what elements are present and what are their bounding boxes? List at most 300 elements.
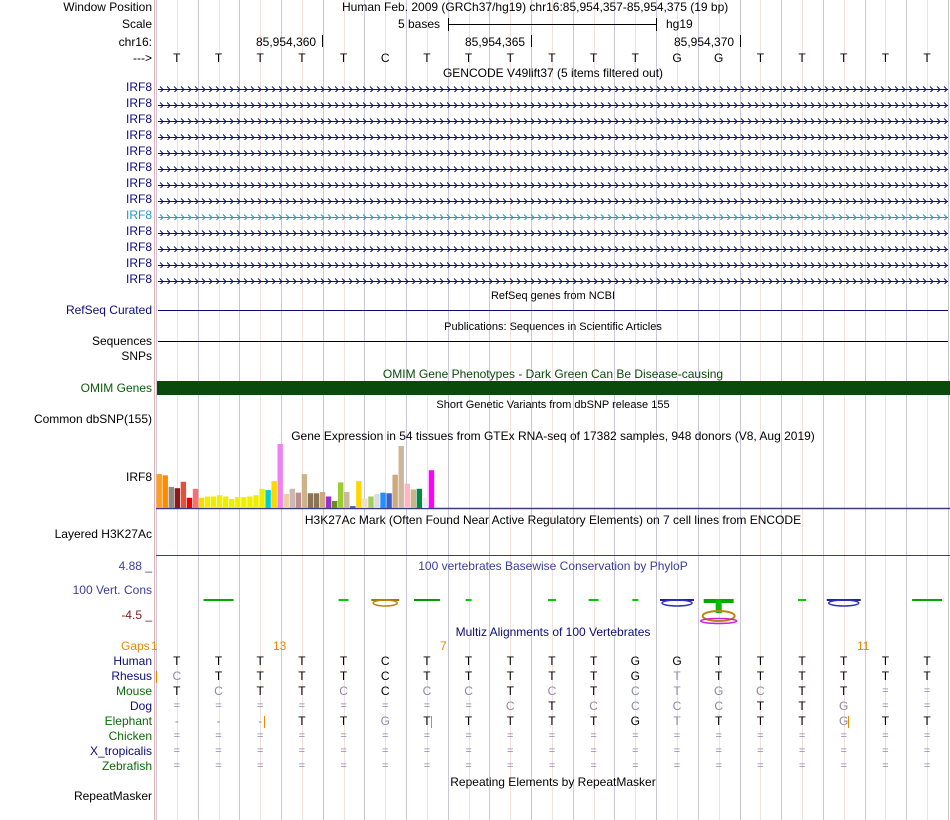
phylop-score-mark [589,599,599,601]
alignment-base: T [881,669,890,683]
alignment-base: T [881,714,890,728]
window-position-label: Window Position [63,0,152,14]
alignment-base: T [423,654,431,668]
gtex-tissue-bar [411,489,416,508]
alignment-base: = [840,745,847,757]
reference-base: T [548,51,556,65]
alignment-base: = [590,730,597,742]
reference-base: T [256,51,264,65]
scale-bar-left-tick [448,18,449,31]
phylop-score-mark [912,599,942,601]
species-label[interactable]: Rhesus [111,669,152,683]
gtex-tissue-bar [296,493,301,508]
phylop-score-mark [414,599,440,601]
alignment-base: = [715,745,722,757]
scale-value: 5 bases [398,17,441,31]
gtex-tissue-bar [181,482,186,508]
gtex-tissue-bar [271,481,276,508]
alignment-base: = [256,730,264,742]
gtex-tissue-bar [344,492,349,508]
alignment-base: = [465,760,472,772]
alignment-base: = [423,730,431,742]
reference-base: T [464,51,473,65]
alignment-base: = [798,730,806,742]
chrom-label: chr16: [118,35,152,49]
alignment-base: T [423,669,431,683]
alignment-base: = [465,700,472,712]
alignment-base: - [258,714,263,728]
snps-track-label[interactable]: SNPs [121,349,152,363]
reference-base: C [380,51,390,65]
alignment-base: C [630,699,640,713]
publications-line[interactable] [158,341,948,342]
gtex-tissue-bar [284,494,289,508]
gtex-tissue-bar [374,494,379,508]
alignment-base: = [548,730,556,742]
alignment-base: G [630,669,640,683]
alignment-base: = [840,760,847,772]
alignment-base: T [506,684,514,698]
gtex-track-title[interactable]: Gene Expression in 54 tissues from GTEx RNA-seq of 17382 samples, 948 donors (V8, Aug 2019) [291,429,815,443]
alignment-base: = [882,745,889,757]
insertion-marker [431,716,432,728]
ruler-tick-mark [740,35,741,47]
gtex-tissue-bar [241,497,246,508]
refseq-track-title[interactable]: RefSeq genes from NCBI [490,290,616,302]
gencode-transcript-line[interactable] [158,243,948,252]
alignment-base: = [757,730,764,742]
alignment-base: G [839,699,849,713]
alignment-base: T [506,669,514,683]
alignment-base: T [673,684,681,698]
alignment-base: T [673,714,681,728]
multiz-gap-label: 7 [440,639,447,653]
phylop-max-label: 4.88 _ [118,559,152,573]
alignment-base: = [673,760,681,772]
alignment-base: T [214,654,223,668]
alignment-base: G [630,654,640,668]
gtex-tissue-bar [417,489,422,508]
alignment-base: T [798,714,806,728]
alignment-base: = [632,745,639,757]
reference-base: G [672,51,682,65]
gtex-tissue-bar [187,498,192,508]
alignment-base: C [505,699,515,713]
repeatmasker-track-label[interactable]: RepeatMasker [73,789,152,803]
alignment-base: = [632,730,639,742]
alignment-base: = [882,700,889,712]
reference-base: T [840,51,848,65]
gtex-tissue-bar [211,496,216,508]
gencode-gene-label[interactable]: IRF8 [125,192,152,206]
phylop-score-mark [548,599,556,601]
alignment-base: = [923,745,931,757]
gtex-tissue-bar [259,489,264,508]
alignment-base: = [757,745,764,757]
alignment-base: T [798,684,806,698]
gencode-gene-label[interactable]: IRF8 [125,96,152,110]
gtex-tissue-bar [392,475,397,508]
alignment-base: = [173,730,181,742]
gtex-tissue-bar [278,444,283,508]
alignment-base: T [589,654,598,668]
reference-base: T [589,51,598,65]
gencode-gene-label[interactable]: IRF8 [125,224,152,238]
alignment-base: C [589,699,598,713]
reference-base: G [714,51,724,65]
reference-base: T [923,51,931,65]
omim-track-title[interactable]: OMIM Gene Phenotypes - Dark Green Can Be Disease-causing [382,367,724,381]
dbsnp-track-label[interactable]: Common dbSNP(155) [33,412,152,426]
gencode-transcript-line[interactable] [158,259,948,268]
gtex-tissue-bar [290,489,295,508]
alignment-base: = [298,700,306,712]
window-position-value: Human Feb. 2009 (GRCh37/hg19) chr16:85,954,357-85,954,375 (19 bp) [342,0,729,14]
alignment-base: C [756,684,765,698]
alignment-base: T [548,699,556,713]
gtex-tissue-bar [314,493,319,508]
alignment-base: T [715,669,723,683]
species-label[interactable]: Human [113,654,152,668]
alignment-base: = [382,700,389,712]
strand-label: ---> [133,51,152,65]
alignment-base: T [756,714,765,728]
phylop-track-title[interactable]: 100 vertebrates Basewise Conservation by PhyloP [418,559,688,573]
alignment-base: T [298,684,306,698]
gtex-tissue-bar [247,496,252,508]
gtex-tissue-bar [405,484,410,508]
insertion-marker [264,716,265,728]
alignment-base: = [423,760,431,772]
h3k27ac-track-title[interactable]: H3K27Ac Mark (Often Found Near Active Regulatory Elements) on 7 cell lines from ENCODE [304,513,802,527]
alignment-base: = [340,745,347,757]
multiz-gap-label: 1 [151,639,158,653]
alignment-base: T [298,654,306,668]
alignment-base: T [464,654,473,668]
gtex-tissue-bar [265,490,270,508]
gtex-expression-chart[interactable] [156,442,950,510]
gtex-tissue-bar [193,489,198,508]
gencode-gene-label[interactable]: IRF8 [125,240,152,254]
reference-base: T [631,51,639,65]
gencode-gene-label[interactable]: IRF8 [125,256,152,270]
alignment-base: - [174,714,179,728]
alignment-base: = [882,760,889,772]
gencode-gene-label[interactable]: IRF8 [125,176,152,190]
gtex-tissue-bar [332,501,337,508]
alignment-base: = [798,760,806,772]
publications-track-label[interactable]: Sequences [91,334,152,348]
alignment-base: T [798,669,806,683]
alignment-base: T [256,669,264,683]
scale-assembly: hg19 [666,17,693,31]
alignment-base: = [882,730,889,742]
alignment-base: C [464,684,473,698]
alignment-base: C [422,684,432,698]
gtex-tissue-bar [302,474,307,508]
gencode-transcript-line[interactable] [158,195,948,204]
species-label[interactable]: Chicken [108,729,152,743]
dbsnp-track-title[interactable]: Short Genetic Variants from dbSNP release 155 [436,399,670,411]
alignment-base: = [173,760,181,772]
alignment-base: T [715,714,723,728]
alignment-base: T [339,669,348,683]
reference-base: T [339,51,348,65]
alignment-base: T [756,654,765,668]
gtex-tissue-bar [217,495,222,508]
alignment-base: C [339,684,348,698]
gencode-transcript-line[interactable] [158,227,948,236]
reference-base: T [881,51,890,65]
gtex-tissue-bar [380,493,385,508]
alignment-base: = [840,730,847,742]
gtex-tissue-bar [308,493,313,508]
reference-base: T [298,51,306,65]
reference-base: T [173,51,181,65]
alignment-base: = [423,700,431,712]
alignment-base: G [714,684,724,698]
alignment-base: = [923,700,931,712]
alignment-base: = [298,760,306,772]
gencode-gene-label[interactable]: IRF8 [125,144,152,158]
alignment-base: T [756,699,765,713]
alignment-base: = [632,760,639,772]
gtex-tissue-bar [169,487,174,508]
gtex-tissue-bar [205,496,210,508]
multiz-gap-label: 11 [857,639,870,653]
alignment-base: = [923,760,931,772]
reference-base: T [756,51,765,65]
alignment-base: T [464,669,473,683]
ruler-tick-label: 85,954,365 [465,35,526,49]
alignment-base: T [423,714,431,728]
gtex-tissue-bar [338,482,343,508]
alignment-base: T [923,669,931,683]
alignment-base: T [673,669,681,683]
species-label[interactable]: X_tropicalis [89,744,152,758]
alignment-base: C [380,654,390,668]
phylop-conservation-chart[interactable] [156,590,950,626]
gencode-transcript-line[interactable] [158,179,948,188]
alignment-base: C [172,669,182,683]
alignment-base: G [672,654,682,668]
alignment-base: = [215,730,222,742]
alignment-base: T [256,654,264,668]
reference-base: T [506,51,514,65]
alignment-base: T [256,684,264,698]
reference-base: T [798,51,806,65]
alignment-base: G [839,714,849,728]
h3k27ac-track-label[interactable]: Layered H3K27Ac [54,527,152,541]
gencode-gene-label[interactable]: IRF8 [125,128,152,142]
alignment-base: = [382,730,389,742]
alignment-base: T [464,714,473,728]
alignment-base: = [173,745,181,757]
alignment-base: T [715,654,723,668]
gtex-tissue-bar [199,498,204,508]
alignment-base: C [380,669,390,683]
gtex-tissue-bar [368,496,373,508]
ruler-tick-mark [322,35,323,47]
gtex-tissue-bar [350,506,355,508]
alignment-base: T [298,714,306,728]
insertion-marker [848,716,849,728]
gencode-transcript-line[interactable] [158,99,948,108]
scale-label: Scale [121,17,152,31]
alignment-base: T [506,714,514,728]
alignment-base: = [757,760,764,772]
gtex-tissue-bar [326,496,331,508]
alignment-base: T [339,714,348,728]
alignment-base: = [298,745,306,757]
publications-track-title[interactable]: Publications: Sequences in Scientific Articles [444,321,662,333]
gtex-tissue-bar [356,481,361,508]
gtex-tissue-bar [362,498,367,508]
alignment-base: = [256,760,264,772]
alignment-base: = [673,745,681,757]
alignment-base: T [840,654,848,668]
gencode-transcript-line[interactable] [158,115,948,124]
alignment-base: = [673,730,681,742]
phylop-score-mark [466,599,472,601]
alignment-base: = [382,760,389,772]
alignment-base: = [340,760,347,772]
alignment-base: T [173,684,181,698]
alignment-base: T [548,654,556,668]
alignment-base: = [215,700,222,712]
alignment-base: = [923,685,931,697]
gencode-gene-label[interactable]: IRF8 [125,160,152,174]
gtex-tissue-bar [223,496,228,508]
alignment-base: = [715,730,722,742]
scale-bar-right-tick [656,18,657,31]
alignment-base: = [340,730,347,742]
alignment-base: T [298,669,306,683]
alignment-base: C [630,684,640,698]
alignment-base: T [506,654,514,668]
phylop-score-mark [798,599,806,601]
reference-base: T [214,51,223,65]
alignment-base: = [298,730,306,742]
alignment-base: = [173,700,181,712]
multiz-gap-label: 13 [273,639,287,653]
alignment-base: = [465,730,472,742]
multiz-track-title[interactable]: Multiz Alignments of 100 Vertebrates [455,625,651,639]
species-label[interactable]: Elephant [104,714,152,728]
alignment-base: T [548,714,556,728]
alignment-base: T [923,654,931,668]
alignment-base: C [672,699,682,713]
alignment-base: T [548,669,556,683]
gencode-gene-label[interactable]: IRF8 [125,272,152,286]
alignment-base: = [465,745,472,757]
alignment-base: = [256,745,264,757]
multiz-gap-label: Gaps [121,639,150,653]
species-label[interactable]: Mouse [115,684,152,698]
alignment-base: = [507,730,514,742]
alignment-base: T [756,669,765,683]
alignment-base: T [589,714,598,728]
alignment-base: = [340,700,347,712]
alignment-base: T [840,669,848,683]
gtex-track-label[interactable]: IRF8 [125,470,152,484]
phylop-score-mark [339,599,349,601]
gencode-gene-label[interactable]: IRF8 [125,208,152,222]
alignment-base: C [714,699,723,713]
refseq-gene-line[interactable] [158,310,948,311]
alignment-base: G [380,714,390,728]
alignment-base: T [589,684,598,698]
alignment-base: = [423,745,431,757]
species-label[interactable]: Zebrafish [101,759,152,773]
gencode-transcript-line[interactable] [158,83,948,92]
alignment-base: = [256,700,264,712]
alignment-base: = [590,745,597,757]
gtex-tissue-bar [235,497,240,508]
alignment-base: = [507,745,514,757]
gtex-tissue-bar [175,488,180,508]
gtex-tissue-bar [253,495,258,508]
ruler-tick-label: 85,954,360 [256,35,317,49]
phylop-score-mark [204,599,234,601]
alignment-base: = [507,760,514,772]
ruler-tick-mark [531,35,532,47]
alignment-base: C [380,684,390,698]
alignment-base: C [547,684,557,698]
gencode-gene-label[interactable]: IRF8 [125,80,152,94]
scale-bar [448,24,656,25]
gtex-tissue-bar [163,475,168,508]
alignment-base: T [923,714,931,728]
alignment-base: = [923,730,931,742]
refseq-track-label[interactable]: RefSeq Curated [65,303,152,317]
gencode-transcript-line[interactable] [158,163,948,172]
gencode-transcript-line[interactable] [158,147,948,156]
gencode-gene-label[interactable]: IRF8 [125,112,152,126]
alignment-base: = [215,745,222,757]
omim-track-label[interactable]: OMIM Genes [80,381,152,395]
gencode-track-title[interactable]: GENCODE V49lift37 (5 items filtered out) [442,66,664,80]
phylop-min-label: -4.5 _ [121,608,152,622]
gtex-tissue-bar [386,493,391,508]
gencode-transcript-line[interactable] [158,131,948,140]
gtex-tissue-bar [157,474,162,508]
gencode-transcript-line[interactable] [158,275,948,284]
alignment-base: = [215,760,222,772]
alignment-base: = [882,685,889,697]
gtex-tissue-bar [399,446,404,508]
ruler-tick-label: 85,954,370 [674,35,735,49]
phylop-track-label[interactable]: 100 Vert. Cons [72,583,152,597]
alignment-base: T [881,654,890,668]
alignment-base: - [216,714,221,728]
alignment-base: T [840,684,848,698]
alignment-base: T [173,654,181,668]
gtex-tissue-bar [320,492,325,508]
gtex-tissue-bar [423,498,428,508]
omim-gene-bar[interactable] [157,381,950,395]
species-label[interactable]: Dog [129,699,152,713]
alignment-base: = [548,760,556,772]
alignment-base: = [382,745,389,757]
gencode-transcript-line[interactable] [158,211,948,220]
phylop-score-mark [632,599,638,601]
alignment-base: G [630,714,640,728]
insertion-marker [156,671,157,683]
gtex-tissue-bar [429,470,434,508]
repeatmasker-track-title[interactable]: Repeating Elements by RepeatMasker [450,775,656,789]
alignment-base: = [715,760,722,772]
